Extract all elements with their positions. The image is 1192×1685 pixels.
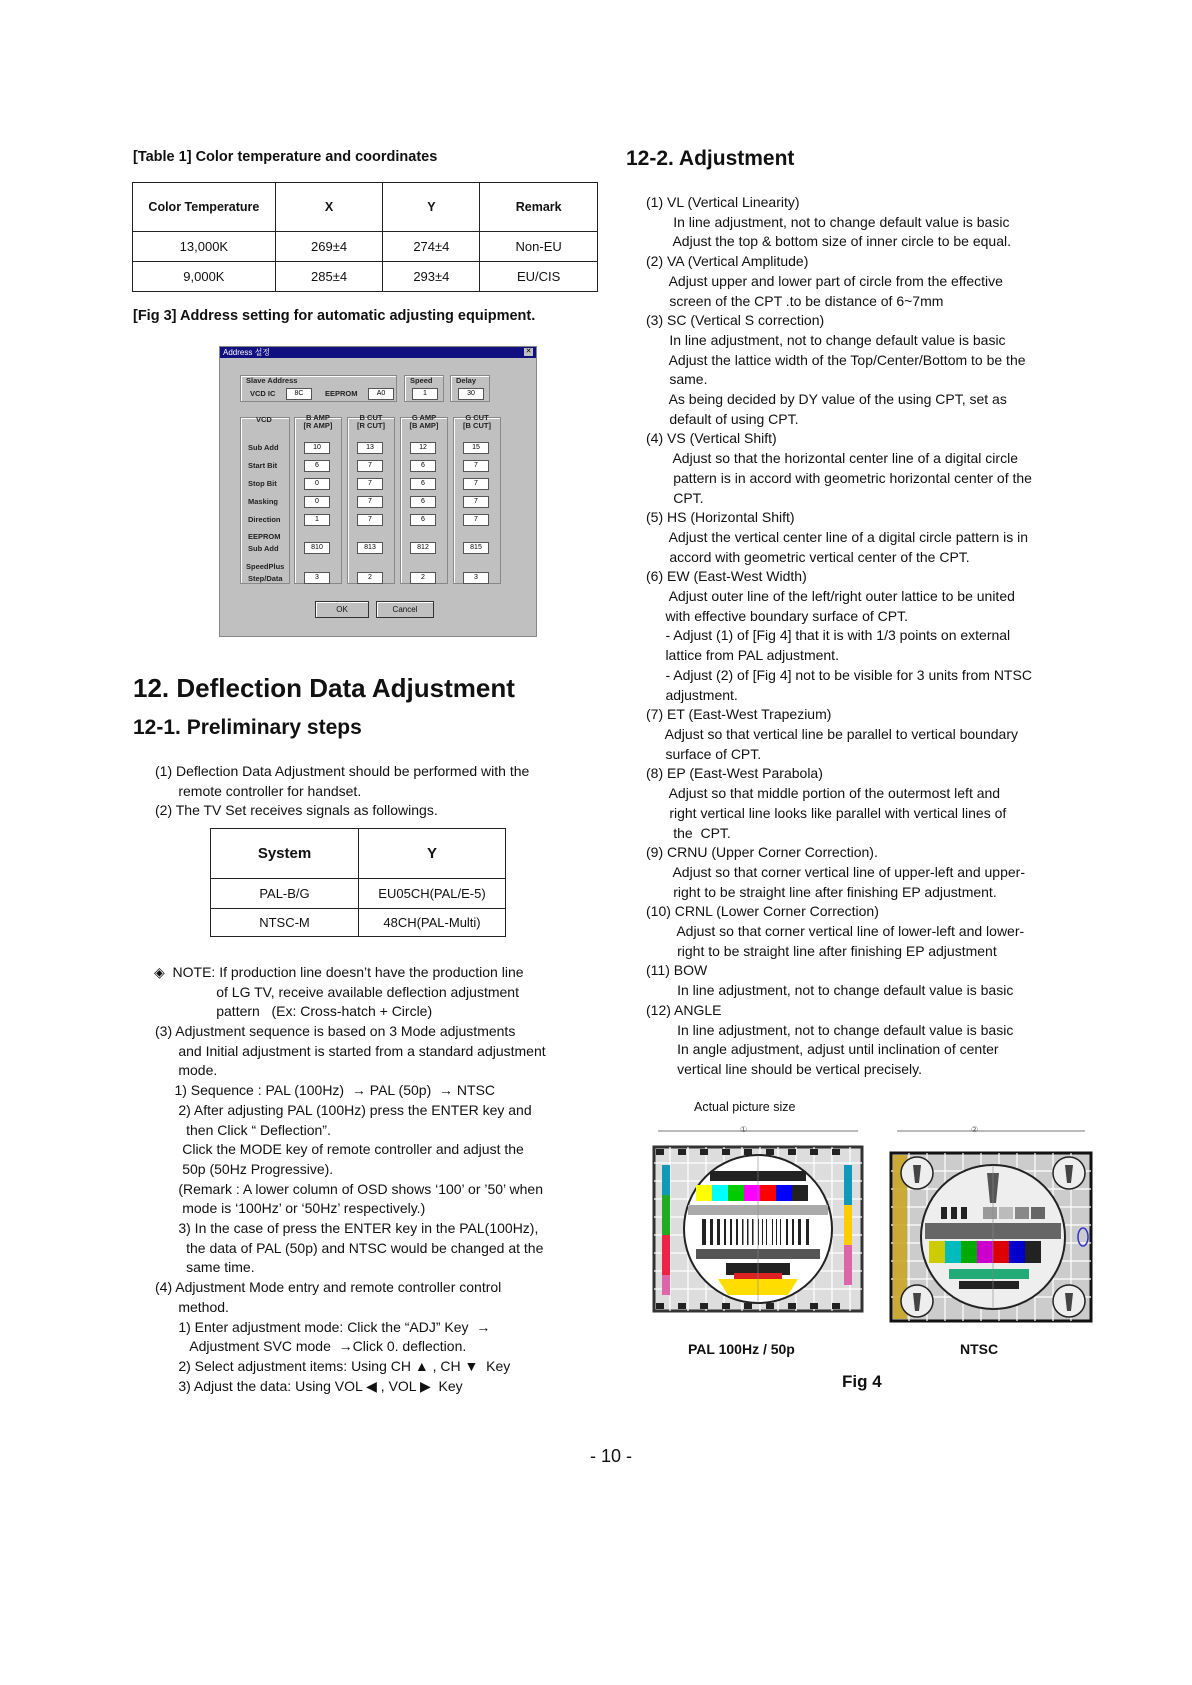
dialog-title-bar xyxy=(220,347,536,358)
row-label: Sub Add xyxy=(248,443,279,452)
text-line: 3) Adjust the data: Using VOL ◀ , VOL ▶ Key xyxy=(155,1377,463,1394)
text-line: mode. xyxy=(155,1062,218,1079)
text-line: In line adjustment, not to change default value is basic xyxy=(646,331,1006,348)
text-line: same time. xyxy=(155,1259,255,1276)
text-line: CPT. xyxy=(646,489,704,506)
speedplus-group-label: SpeedPlus xyxy=(246,562,285,571)
ok-button[interactable]: OK xyxy=(315,601,369,618)
vcd-ic-label: VCD IC xyxy=(250,389,276,398)
text-line: with effective boundary surface of CPT. xyxy=(646,607,908,624)
column-header: B CUT [R CUT] xyxy=(357,413,385,430)
text-line: surface of CPT. xyxy=(646,745,762,762)
text-line: (3) SC (Vertical S correction) xyxy=(646,312,825,329)
column-header: G CUT [B CUT] xyxy=(463,413,491,430)
value-field[interactable]: 2 xyxy=(357,572,383,584)
value-field[interactable]: 0 xyxy=(304,496,330,508)
text-line: pattern (Ex: Cross-hatch + Circle) xyxy=(154,1003,433,1020)
text-line: (9) CRNU (Upper Corner Correction). xyxy=(646,844,878,861)
value-field[interactable]: 813 xyxy=(357,542,383,554)
table-cell: 285±4 xyxy=(275,262,383,292)
text-line: the data of PAL (50p) and NTSC would be changed at the xyxy=(155,1239,544,1256)
text-line: pattern is in accord with geometric horizontal center of the xyxy=(646,469,1032,486)
value-field[interactable]: 15 xyxy=(463,442,489,454)
text-line: then Click “ Deflection”. xyxy=(155,1121,331,1138)
table-cell: EU05CH(PAL/E-5) xyxy=(359,879,506,909)
value-field[interactable]: 7 xyxy=(463,478,489,490)
value-field[interactable]: 7 xyxy=(357,478,383,490)
column-header: G AMP [B AMP] xyxy=(409,413,439,430)
text-line: (11) BOW xyxy=(646,962,708,979)
delay-field[interactable]: 30 xyxy=(458,388,484,400)
text-line: Adjust so that the horizontal center line of a digital circle xyxy=(646,450,1018,467)
text-line: In line adjustment, not to change default value is basic xyxy=(646,982,1014,999)
table-cell: 48CH(PAL-Multi) xyxy=(359,909,506,937)
cancel-button[interactable]: Cancel xyxy=(376,601,434,618)
color-temperature-table xyxy=(132,182,598,292)
eeprom-group-label: EEPROM xyxy=(248,532,281,541)
text-line: Adjust the lattice width of the Top/Center/Bottom to be the xyxy=(646,351,1026,368)
value-field[interactable]: 810 xyxy=(304,542,330,554)
table-cell: NTSC-M xyxy=(211,909,359,937)
value-field[interactable]: 7 xyxy=(357,496,383,508)
text-line: ◈ NOTE: If production line doesn’t have the production line xyxy=(154,964,524,980)
signal-table xyxy=(210,828,506,937)
text-line: accord with geometric vertical center of the CPT. xyxy=(646,548,970,565)
table-cell: EU/CIS xyxy=(480,262,598,292)
text-line: (2) The TV Set receives signals as followings. xyxy=(155,802,438,819)
delay-label: Delay xyxy=(456,376,477,385)
text-line: Adjust so that vertical line be parallel to vertical boundary xyxy=(646,725,1018,742)
text-line: and Initial adjustment is started from a standard adjustment xyxy=(155,1042,546,1059)
value-field[interactable]: 6 xyxy=(410,460,436,472)
value-field[interactable]: 12 xyxy=(410,442,436,454)
dialog-title: Address 설정 xyxy=(223,348,271,357)
text-line: (4) Adjustment Mode entry and remote controller control xyxy=(155,1279,502,1296)
text-line: default of using CPT. xyxy=(646,410,799,427)
value-field[interactable]: 0 xyxy=(304,478,330,490)
text-line: (7) ET (East-West Trapezium) xyxy=(646,706,832,723)
text-line: mode is ‘100Hz’ or ‘50Hz’ respectively.) xyxy=(155,1200,426,1217)
table-cell: 269±4 xyxy=(275,232,383,262)
text-line: Adjust so that corner vertical line of lower-left and lower- xyxy=(646,923,1025,940)
note-text xyxy=(154,963,604,1022)
text-line: Adjust so that corner vertical line of upper-left and upper- xyxy=(646,863,1025,880)
table-cell: 13,000K xyxy=(133,232,276,262)
text-line: adjustment. xyxy=(646,686,738,703)
fig4-caption: Fig 4 xyxy=(842,1372,882,1391)
row-label: Direction xyxy=(248,515,281,524)
sequence-text xyxy=(155,1022,603,1396)
text-line: In line adjustment, not to change default value is basic xyxy=(646,213,1010,230)
text-line: (4) VS (Vertical Shift) xyxy=(646,430,777,447)
text-line: Adjust the vertical center line of a digital circle pattern is in xyxy=(646,528,1029,545)
text-line: 3) In the case of press the ENTER key in the PAL(100Hz), xyxy=(155,1220,539,1237)
value-field[interactable]: 6 xyxy=(410,478,436,490)
text-line: - Adjust (2) of [Fig 4] not to be visible for 3 units from NTSC xyxy=(646,666,1032,683)
text-line: (2) VA (Vertical Amplitude) xyxy=(646,253,809,270)
text-line: (6) EW (East-West Width) xyxy=(646,568,807,585)
text-line: lattice from PAL adjustment. xyxy=(646,647,839,664)
text-line: (5) HS (Horizontal Shift) xyxy=(646,509,795,526)
address-setting-dialog xyxy=(219,346,537,637)
text-line: screen of the CPT .to be distance of 6~7mm xyxy=(646,292,944,309)
fig3-caption: [Fig 3] Address setting for automatic adjusting equipment. xyxy=(133,308,536,324)
text-line: (3) Adjustment sequence is based on 3 Mode adjustments xyxy=(155,1023,516,1039)
text-line: right to be straight line after finishing EP adjustment. xyxy=(646,883,997,900)
value-field[interactable]: 2 xyxy=(410,572,436,584)
value-field[interactable]: 13 xyxy=(357,442,383,454)
table-cell: PAL-B/G xyxy=(211,879,359,909)
adjustment-text xyxy=(646,193,1086,1080)
eeprom-label: EEPROM xyxy=(325,389,358,398)
text-line: (8) EP (East-West Parabola) xyxy=(646,765,823,782)
section-title: 12. Deflection Data Adjustment xyxy=(133,673,515,703)
speed-field[interactable]: 1 xyxy=(412,388,438,400)
text-line: 1) Enter adjustment mode: Click the “ADJ” Key → xyxy=(155,1318,491,1335)
table-cell: 274±4 xyxy=(383,232,480,262)
value-field[interactable]: 6 xyxy=(410,514,436,526)
text-line: the CPT. xyxy=(646,824,731,841)
text-line: method. xyxy=(155,1298,229,1315)
column-header: B AMP [R AMP] xyxy=(303,413,333,430)
speed-label: Speed xyxy=(410,376,433,385)
value-field[interactable]: 6 xyxy=(304,460,330,472)
text-line: Adjust the top & bottom size of inner circle to be equal. xyxy=(646,233,1011,250)
table-cell: 9,000K xyxy=(133,262,276,292)
value-field[interactable]: 10 xyxy=(304,442,330,454)
text-line: remote controller for handset. xyxy=(155,782,362,799)
value-field[interactable]: 7 xyxy=(463,496,489,508)
ntsc-test-pattern xyxy=(887,1123,1095,1333)
text-line: right to be straight line after finishing EP adjustment xyxy=(646,942,997,959)
text-line: vertical line should be vertical precisely. xyxy=(646,1060,922,1077)
subsection-title: 12-2. Adjustment xyxy=(626,147,795,170)
text-line: right vertical line looks like parallel with vertical lines of xyxy=(646,804,1007,821)
close-icon[interactable]: ✕ xyxy=(525,348,532,355)
text-line: Adjust upper and lower part of circle from the effective xyxy=(646,272,1003,289)
value-field[interactable]: 815 xyxy=(463,542,489,554)
text-line: 50p (50Hz Progressive). xyxy=(155,1160,334,1177)
table1-caption: [Table 1] Color temperature and coordinates xyxy=(133,149,438,165)
text-line: - Adjust (1) of [Fig 4] that it is with 1/3 points on external xyxy=(646,627,1011,644)
text-line: Adjustment SVC mode →Click 0. deflection. xyxy=(155,1338,467,1355)
row-label: Start Bit xyxy=(248,461,278,470)
value-field[interactable]: 3 xyxy=(463,572,489,584)
table-header: Y xyxy=(359,829,506,879)
text-line: (1) VL (Vertical Linearity) xyxy=(646,194,800,210)
value-field[interactable]: 812 xyxy=(410,542,436,554)
table-header: Color Temperature xyxy=(133,183,276,232)
text-line: In angle adjustment, adjust until inclination of center xyxy=(646,1041,999,1058)
actual-size-label: Actual picture size xyxy=(694,1100,796,1114)
pal-test-pattern xyxy=(648,1123,868,1333)
vcd-ic-field[interactable]: 8C xyxy=(286,388,312,400)
slave-address-label: Slave Address xyxy=(246,376,298,385)
row-label: Masking xyxy=(248,497,279,506)
table-header: X xyxy=(275,183,383,232)
value-field[interactable]: 7 xyxy=(463,460,489,472)
row-label: Step/Data xyxy=(248,574,283,583)
ntsc-label: NTSC xyxy=(960,1341,999,1357)
preliminary-steps-text xyxy=(155,762,600,821)
dimension-marker: ② xyxy=(971,1125,979,1134)
row-label: Stop Bit xyxy=(248,479,277,488)
text-line: (10) CRNL (Lower Corner Correction) xyxy=(646,903,879,920)
text-line: As being decided by DY value of the using CPT, set as xyxy=(646,391,1007,408)
table-cell: Non-EU xyxy=(480,232,598,262)
text-line: Click the MODE key of remote controller and adjust the xyxy=(155,1141,524,1158)
value-field[interactable]: 6 xyxy=(410,496,436,508)
text-line: same. xyxy=(646,371,708,388)
value-field[interactable]: 1 xyxy=(304,514,330,526)
text-line: 2) After adjusting PAL (100Hz) press the ENTER key and xyxy=(155,1101,532,1118)
text-line: of LG TV, receive available deflection adjustment xyxy=(154,983,519,1000)
value-field[interactable]: 7 xyxy=(463,514,489,526)
value-field[interactable]: 7 xyxy=(357,460,383,472)
value-field[interactable]: 3 xyxy=(304,572,330,584)
text-line: 2) Select adjustment items: Using CH ▲ , CH ▼ Key xyxy=(155,1357,511,1374)
text-line: Adjust outer line of the left/right outer lattice to be united xyxy=(646,588,1015,605)
vcd-label: VCD xyxy=(256,415,272,424)
text-line: (12) ANGLE xyxy=(646,1001,722,1018)
text-line: (1) Deflection Data Adjustment should be performed with the xyxy=(155,763,530,779)
pal-label: PAL 100Hz / 50p xyxy=(688,1341,795,1357)
page-number: - 10 - xyxy=(590,1446,633,1466)
row-label: Sub Add xyxy=(248,544,279,553)
text-line: (Remark : A lower column of OSD shows ‘100’ or ’50’ when xyxy=(155,1180,544,1197)
table-header: Remark xyxy=(480,183,598,232)
text-line: 1) Sequence : PAL (100Hz) → PAL (50p) → NTSC xyxy=(155,1082,496,1099)
text-line: Adjust so that middle portion of the outermost left and xyxy=(646,785,1001,802)
subsection-title: 12-1. Preliminary steps xyxy=(133,716,362,739)
dimension-marker: ① xyxy=(740,1125,748,1134)
text-line: In line adjustment, not to change default value is basic xyxy=(646,1021,1014,1038)
table-header: System xyxy=(211,829,359,879)
table-cell: 293±4 xyxy=(383,262,480,292)
eeprom-field[interactable]: A0 xyxy=(368,388,394,400)
table-header: Y xyxy=(383,183,480,232)
value-field[interactable]: 7 xyxy=(357,514,383,526)
